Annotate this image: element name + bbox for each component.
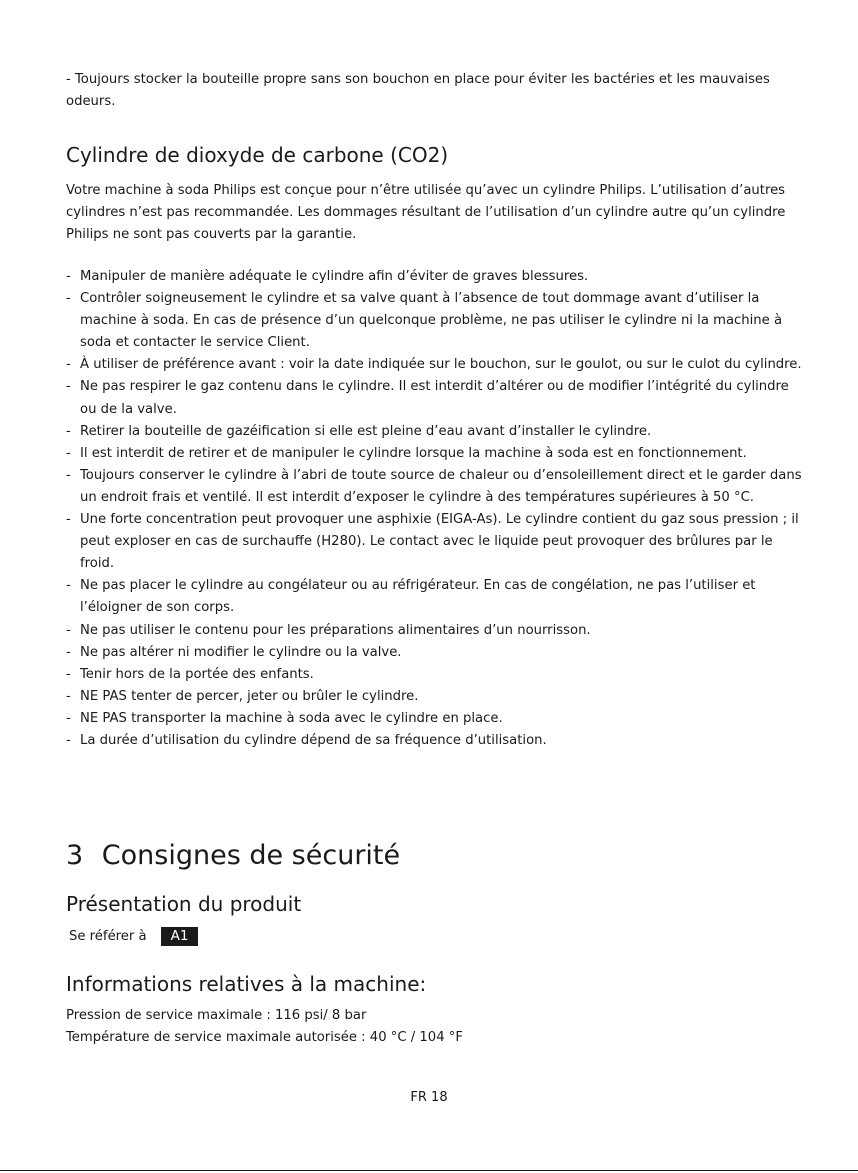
cylinder-heading: Cylindre de dioxyde de carbone (CO2) <box>66 143 449 167</box>
machine-info-heading: Informations relatives à la machine: <box>66 972 427 996</box>
refer-line <box>69 927 198 947</box>
list-item: - À utiliser de préférence avant : voir la date indiquée sur le bouchon, sur le goulot, ou sur le culot du cylindre. <box>66 354 806 376</box>
refer-text: Se référer à <box>69 929 147 944</box>
list-item: - Il est interdit de retirer et de manipuler le cylindre lorsque la machine à soda est en fonctionnement. <box>66 443 806 465</box>
list-item: - NE PAS tenter de percer, jeter ou brûler le cylindre. <box>66 686 806 708</box>
list-item: - Manipuler de manière adéquate le cylindre afin d’éviter de graves blessures. <box>66 266 806 288</box>
list-item: - La durée d’utilisation du cylindre dépend de sa fréquence d’utilisation. <box>66 730 806 752</box>
list-item: - Ne pas respirer le gaz contenu dans le cylindre. Il est interdit d’altérer ou de modifier l’intégrité du cylindre ou de la valve. <box>66 376 806 420</box>
list-item: - Ne pas placer le cylindre au congélateur ou au réfrigérateur. En cas de congélation, ne pas l’utiliser et l’éloigner de son corps. <box>66 575 806 619</box>
list-item: - Ne pas altérer ni modifier le cylindre ou la valve. <box>66 642 806 664</box>
page-number: FR 18 <box>410 1090 448 1105</box>
machine-specs <box>66 1005 806 1049</box>
safety-chapter-title <box>66 838 400 874</box>
chapter-title-text: Consignes de sécurité <box>101 840 401 871</box>
spec-max-pressure: Pression de service maximale : 116 psi/ 8 bar <box>66 1008 367 1023</box>
list-item: - Contrôler soigneusement le cylindre et sa valve quant à l’absence de tout dommage avant d’utiliser la machine à soda. En cas de présence d’un quelconque problème, ne pas utiliser le cylindre ni la machine à soda et contacter le service Client. <box>66 288 806 354</box>
list-item: - Toujours conserver le cylindre à l’abri de toute source de chaleur ou d’ensoleillement direct et le garder dans un endroit frais et ventilé. Il est interdit d’exposer le cylindre à des températures supérieures à 50 °C. <box>66 465 806 509</box>
product-presentation-heading: Présentation du produit <box>66 892 302 916</box>
list-item: - Retirer la bouteille de gazéification si elle est pleine d’eau avant d’installer le cylindre. <box>66 421 806 443</box>
list-item: - NE PAS transporter la machine à soda avec le cylindre en place. <box>66 708 806 730</box>
list-item: - Ne pas utiliser le contenu pour les préparations alimentaires d’un nourrisson. <box>66 620 806 642</box>
list-item: - Tenir hors de la portée des enfants. <box>66 664 806 686</box>
chapter-number: 3 <box>66 840 84 871</box>
cylinder-bullet-list <box>66 266 806 752</box>
bottom-divider <box>0 1170 858 1171</box>
spec-max-temperature: Température de service maximale autorisée : 40 °C / 104 °F <box>66 1030 463 1046</box>
intro-text: - Toujours stocker la bouteille propre sans son bouchon en place pour éviter les bactéries et les mauvaises odeurs. <box>66 72 770 110</box>
figure-ref-badge: A1 <box>161 927 199 946</box>
cylinder-paragraph: Votre machine à soda Philips est conçue pour n’être utilisée qu’avec un cylindre Philips. L’utilisation d’autres cylindres n’est pas recommandée. Les dommages résultant de l’utilisation d’un cylindre autre qu’un cylindre Philips ne sont pas couverts par la garantie. <box>66 183 786 243</box>
list-item: - Une forte concentration peut provoquer une asphixie (EIGA-As). Le cylindre contient du gaz sous pression ; il peut exploser en cas de surchauffe (H280). Le contact avec le liquide peut provoquer des brûlures par le froid. <box>66 509 806 575</box>
